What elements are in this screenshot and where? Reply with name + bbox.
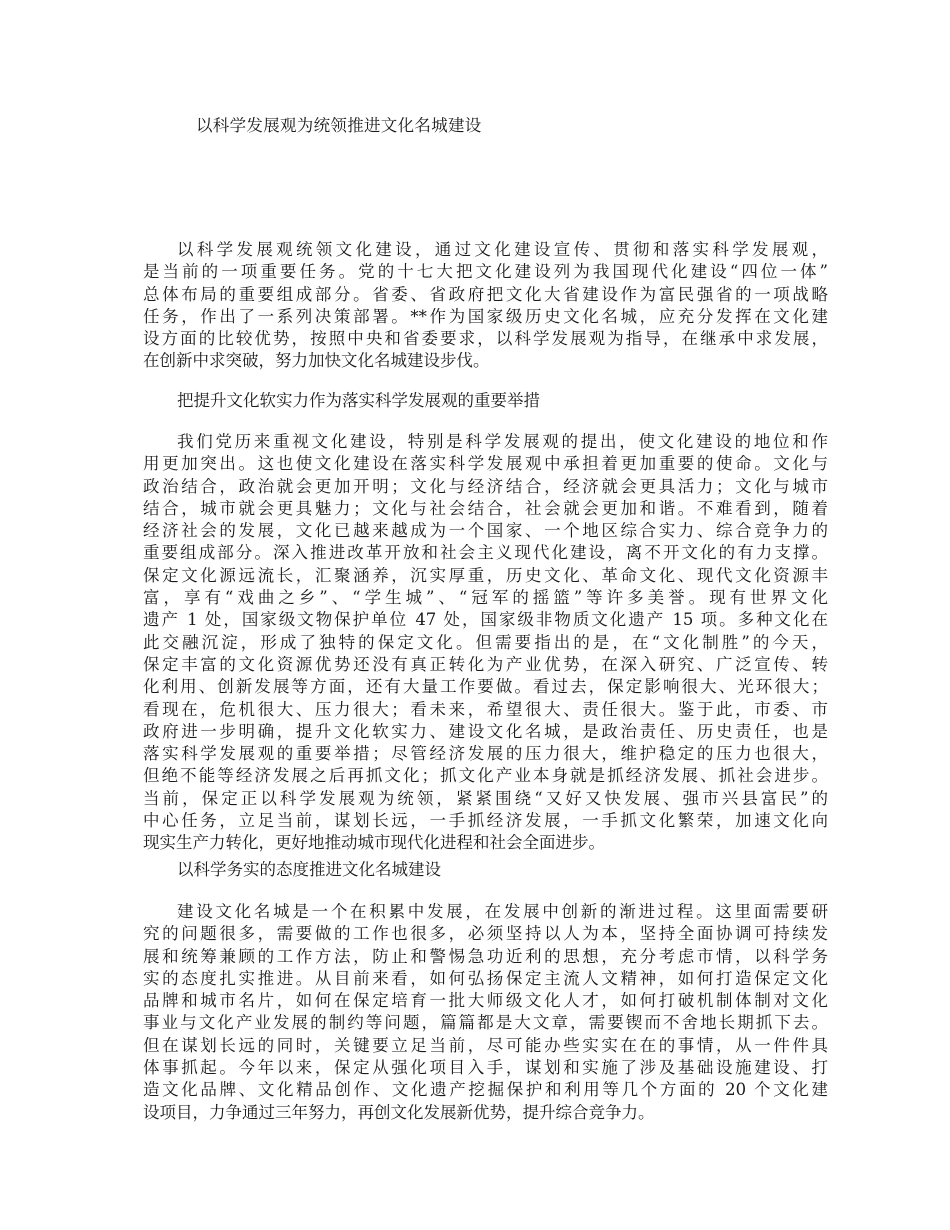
paragraph-line: 品牌和城市名片，如何在保定培育一批大师级文化人才，如何打破机制体制对文化 bbox=[143, 991, 828, 1011]
document-title: 以科学发展观为统领推进文化名城建设 bbox=[196, 116, 482, 135]
paragraph-line: 当前，保定正以科学发展观为统领，紧紧围绕“又好又快发展、强市兴县富民”的 bbox=[143, 788, 828, 808]
paragraph-line: 事业与文化产业发展的制约等问题，篇篇都是大文章，需要锲而不舍地长期抓下去。 bbox=[143, 1013, 828, 1033]
paragraph-line: 以科学发展观统领文化建设，通过文化建设宣传、贯彻和落实科学发展观， bbox=[177, 240, 828, 259]
paragraph-line: 遗产 1 处，国家级文物保护单位 47 处，国家级非物质文化遗产 15 项。多种文化在 bbox=[143, 610, 828, 630]
paragraph-line: 总体布局的重要组成部分。省委、省政府把文化大省建设作为富民强省的一项战略 bbox=[143, 284, 828, 304]
paragraph-line: 但在谋划长远的同时，关键要立足当前，尽可能办些实实在在的事情，从一件件具 bbox=[143, 1035, 828, 1055]
paragraph-line: 保定文化源远流长，汇聚涵养，沉实厚重，历史文化、革命文化、现代文化资源丰 bbox=[143, 565, 828, 585]
paragraph-line: 用更加突出。这也使文化建设在落实科学发展观中承担着更加重要的使命。文化与 bbox=[143, 454, 828, 474]
section-body-soft-power bbox=[143, 431, 828, 855]
paragraph-line: 任务，作出了一系列决策部署。**作为国家级历史文化名城，应充分发挥在文化建 bbox=[143, 306, 828, 326]
paragraph-line: 体事抓起。今年以来，保定从强化项目入手，谋划和实施了涉及基础设施建设、打 bbox=[143, 1058, 828, 1078]
paragraph-line: 但绝不能等经济发展之后再抓文化；抓文化产业本身就是抓经济发展、抓社会进步。 bbox=[143, 766, 828, 786]
paragraph-line: 重要组成部分。深入推进改革开放和社会主义现代化建设，离不开文化的有力支撑。 bbox=[143, 543, 828, 563]
section-body-scientific-approach bbox=[143, 901, 828, 1124]
paragraph-line: 中心任务，立足当前，谋划长远，一手抓经济发展，一手抓文化繁荣，加速文化向 bbox=[143, 811, 828, 831]
paragraph-line: 究的问题很多，需要做的工作也很多，必须坚持以人为本，坚持全面协调可持续发 bbox=[143, 924, 828, 944]
paragraph-line: 此交融沉淀，形成了独特的保定文化。但需要指出的是，在“文化制胜”的今天， bbox=[143, 632, 828, 652]
section-heading-scientific-approach: 以科学务实的态度推进文化名城建设 bbox=[177, 860, 441, 879]
paragraph-line: 富，享有“戏曲之乡”、“学生城”、“冠军的摇篮”等许多美誉。现有世界文化 bbox=[143, 588, 828, 608]
paragraph-line: 在创新中求突破，努力加快文化名城建设步伐。 bbox=[143, 351, 490, 371]
paragraph-line: 设项目，力争通过三年努力，再创文化发展新优势，提升综合竞争力。 bbox=[143, 1102, 655, 1122]
paragraph-line: 实的态度扎实推进。从目前来看，如何弘扬保定主流人文精神，如何打造保定文化 bbox=[143, 968, 828, 988]
intro-paragraph bbox=[143, 239, 828, 373]
paragraph-line: 看现在，危机很大、压力很大；看未来，希望很大、责任很大。鉴于此，市委、市 bbox=[143, 699, 828, 719]
paragraph-line: 经济社会的发展，文化已越来越成为一个国家、一个地区综合实力、综合竞争力的 bbox=[143, 521, 828, 541]
paragraph-line: 保定丰富的文化资源优势还没有真正转化为产业优势，在深入研究、广泛宣传、转 bbox=[143, 654, 828, 674]
paragraph-line: 我们党历来重视文化建设，特别是科学发展观的提出，使文化建设的地位和作 bbox=[177, 432, 828, 451]
paragraph-line: 建设文化名城是一个在积累中发展，在发展中创新的渐进过程。这里面需要研 bbox=[177, 902, 828, 921]
paragraph-line: 造文化品牌、文化精品创作、文化遗产挖掘保护和利用等几个方面的 20 个文化建 bbox=[143, 1080, 828, 1100]
paragraph-line: 政府进一步明确，提升文化软实力、建设文化名城，是政治责任、历史责任，也是 bbox=[143, 721, 828, 741]
paragraph-line: 政治结合，政治就会更加开明；文化与经济结合，经济就会更具活力；文化与城市 bbox=[143, 476, 828, 496]
paragraph-line: 落实科学发展观的重要举措；尽管经济发展的压力很大，维护稳定的压力也很大， bbox=[143, 744, 828, 764]
paragraph-line: 展和统筹兼顾的工作方法，防止和警惕急功近利的思想，充分考虑市情，以科学务 bbox=[143, 946, 828, 966]
paragraph-line: 结合，城市就会更具魅力；文化与社会结合，社会就会更加和谐。不难看到，随着 bbox=[143, 498, 828, 518]
section-heading-soft-power: 把提升文化软实力作为落实科学发展观的重要举措 bbox=[177, 391, 540, 410]
paragraph-line: 化利用、创新发展等方面，还有大量工作要做。看过去，保定影响很大、光环很大； bbox=[143, 677, 828, 697]
paragraph-line: 设方面的比较优势，按照中央和省委要求，以科学发展观为指导，在继承中求发展， bbox=[143, 329, 828, 349]
paragraph-line: 现实生产力转化，更好地推动城市现代化进程和社会全面进步。 bbox=[143, 833, 605, 853]
paragraph-line: 是当前的一项重要任务。党的十七大把文化建设列为我国现代化建设“四位一体” bbox=[143, 262, 828, 282]
